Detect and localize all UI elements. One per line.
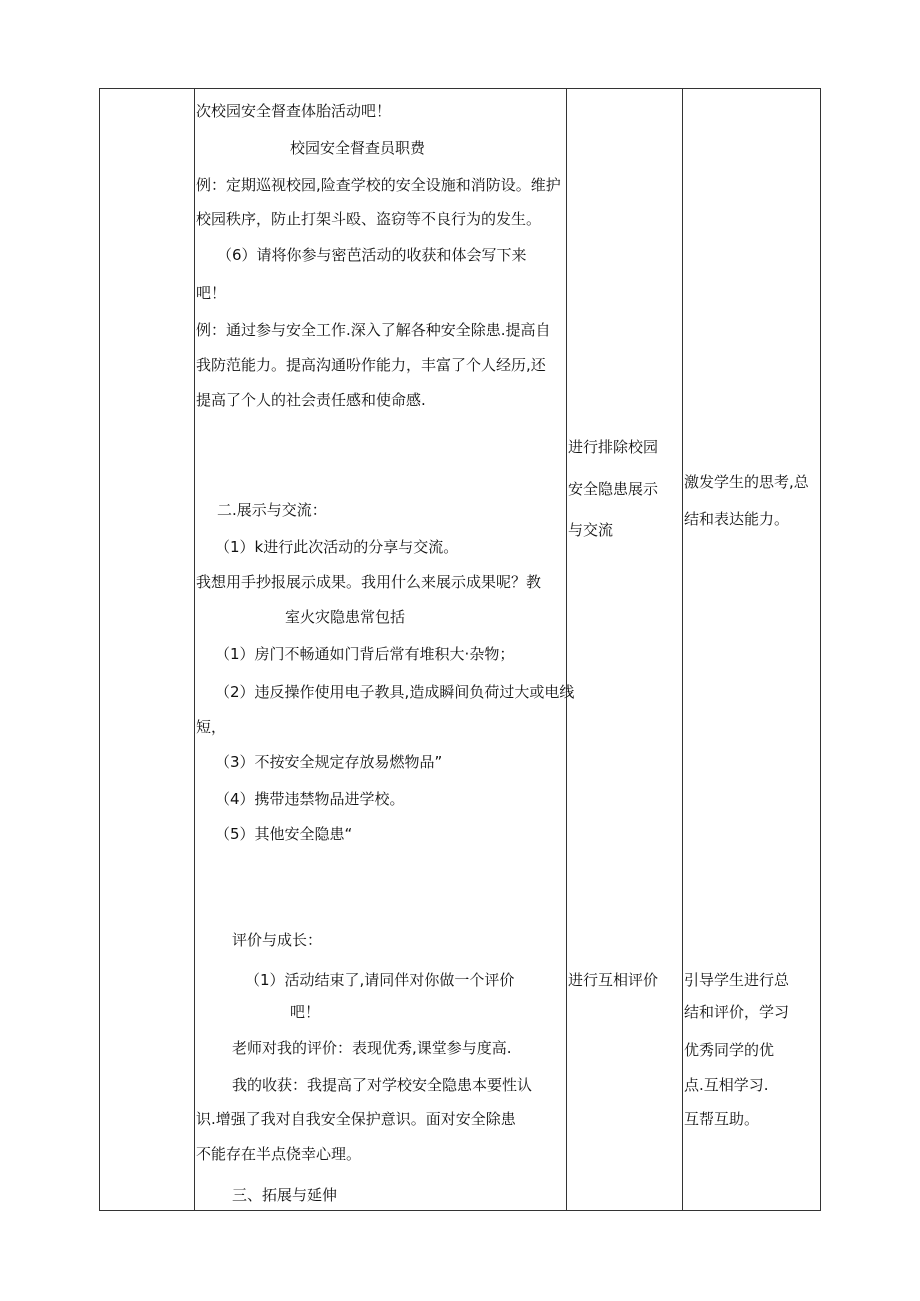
content-line: 识.增强了我对自我安全保护意识。面对安全除患 <box>196 1110 516 1128</box>
column-divider-3 <box>682 88 683 1211</box>
list-item: （1）房门不畅通如门背后常有堆积大·杂物； <box>215 645 515 663</box>
intent-text: 结和评价，学习 <box>684 1003 790 1021</box>
list-item: （5）其他安全隐患“ <box>215 825 353 843</box>
table-bottom-border <box>99 1210 821 1211</box>
content-line: 吧！ <box>290 1003 321 1021</box>
content-line: 例：通过参与安全工作.深入了解各种安全除患.提高自 <box>196 321 551 339</box>
content-line: 不能存在半点侥幸心理。 <box>196 1145 362 1163</box>
activity-text: 进行排除校园 <box>568 438 659 456</box>
column-divider-2 <box>566 88 567 1211</box>
list-item: （4）携带违禁物品进学校。 <box>215 790 405 808</box>
intent-text: 优秀同学的优 <box>684 1041 775 1059</box>
list-item: （3）不按安全规定存放易燃物品” <box>215 753 443 771</box>
content-line: （1）k进行此次活动的分享与交流。 <box>215 538 459 556</box>
section-heading: 三、拓展与延伸 <box>232 1186 338 1204</box>
table-top-border <box>99 88 821 89</box>
intent-text: 激发学生的思考,总 <box>684 473 809 491</box>
content-line: 次校园安全督查体胎活动吧！ <box>196 102 392 120</box>
content-line: 短， <box>196 718 227 736</box>
section-heading: 二.展示与交流： <box>217 501 327 519</box>
activity-text: 安全隐患展示 <box>568 480 659 498</box>
content-line: 我的收获：我提高了对学校安全隐患本要性认 <box>232 1076 533 1094</box>
content-line: 吧！ <box>196 284 227 302</box>
content-line: 我想用手抄报展示成果。我用什么来展示成果呢？教 <box>196 573 542 591</box>
content-line: 老师对我的评价：表现优秀,课堂参与度高. <box>232 1039 512 1057</box>
content-line: （1）活动结束了,请同伴对你做一个评价 <box>245 971 515 989</box>
intent-text: 互帮互助。 <box>684 1110 760 1128</box>
content-line: 例：定期巡视校园,险查学校的安全设施和消防设。维护 <box>196 176 561 194</box>
table-right-border <box>820 88 821 1211</box>
column-divider-1 <box>194 88 195 1211</box>
intent-text: 引导学生进行总 <box>684 971 790 989</box>
section-heading: 评价与成长： <box>232 931 323 949</box>
content-line: （6）请将你参与密芭活动的收获和体会写下来 <box>217 246 527 264</box>
content-line: 我防范能力。提高沟通吩作能力，丰富了个人经历,还 <box>196 356 546 374</box>
list-item: （2）违反操作使用电子教具,造成瞬间负荷过大或电线 <box>215 683 575 701</box>
table-left-border <box>99 88 100 1211</box>
activity-text: 进行互相评价 <box>568 971 659 989</box>
intent-text: 点.互相学习. <box>684 1076 769 1094</box>
content-heading: 室火灾隐患常包括 <box>285 608 406 626</box>
content-heading: 校园安全督查员职费 <box>290 139 426 157</box>
activity-text: 与交流 <box>568 521 614 539</box>
content-line: 提高了个人的社会责任感和使命感. <box>196 391 426 409</box>
content-line: 校园秩序，防止打架斗殴、盗窃等不良行为的发生。 <box>196 210 542 228</box>
intent-text: 结和表达能力。 <box>684 510 790 528</box>
